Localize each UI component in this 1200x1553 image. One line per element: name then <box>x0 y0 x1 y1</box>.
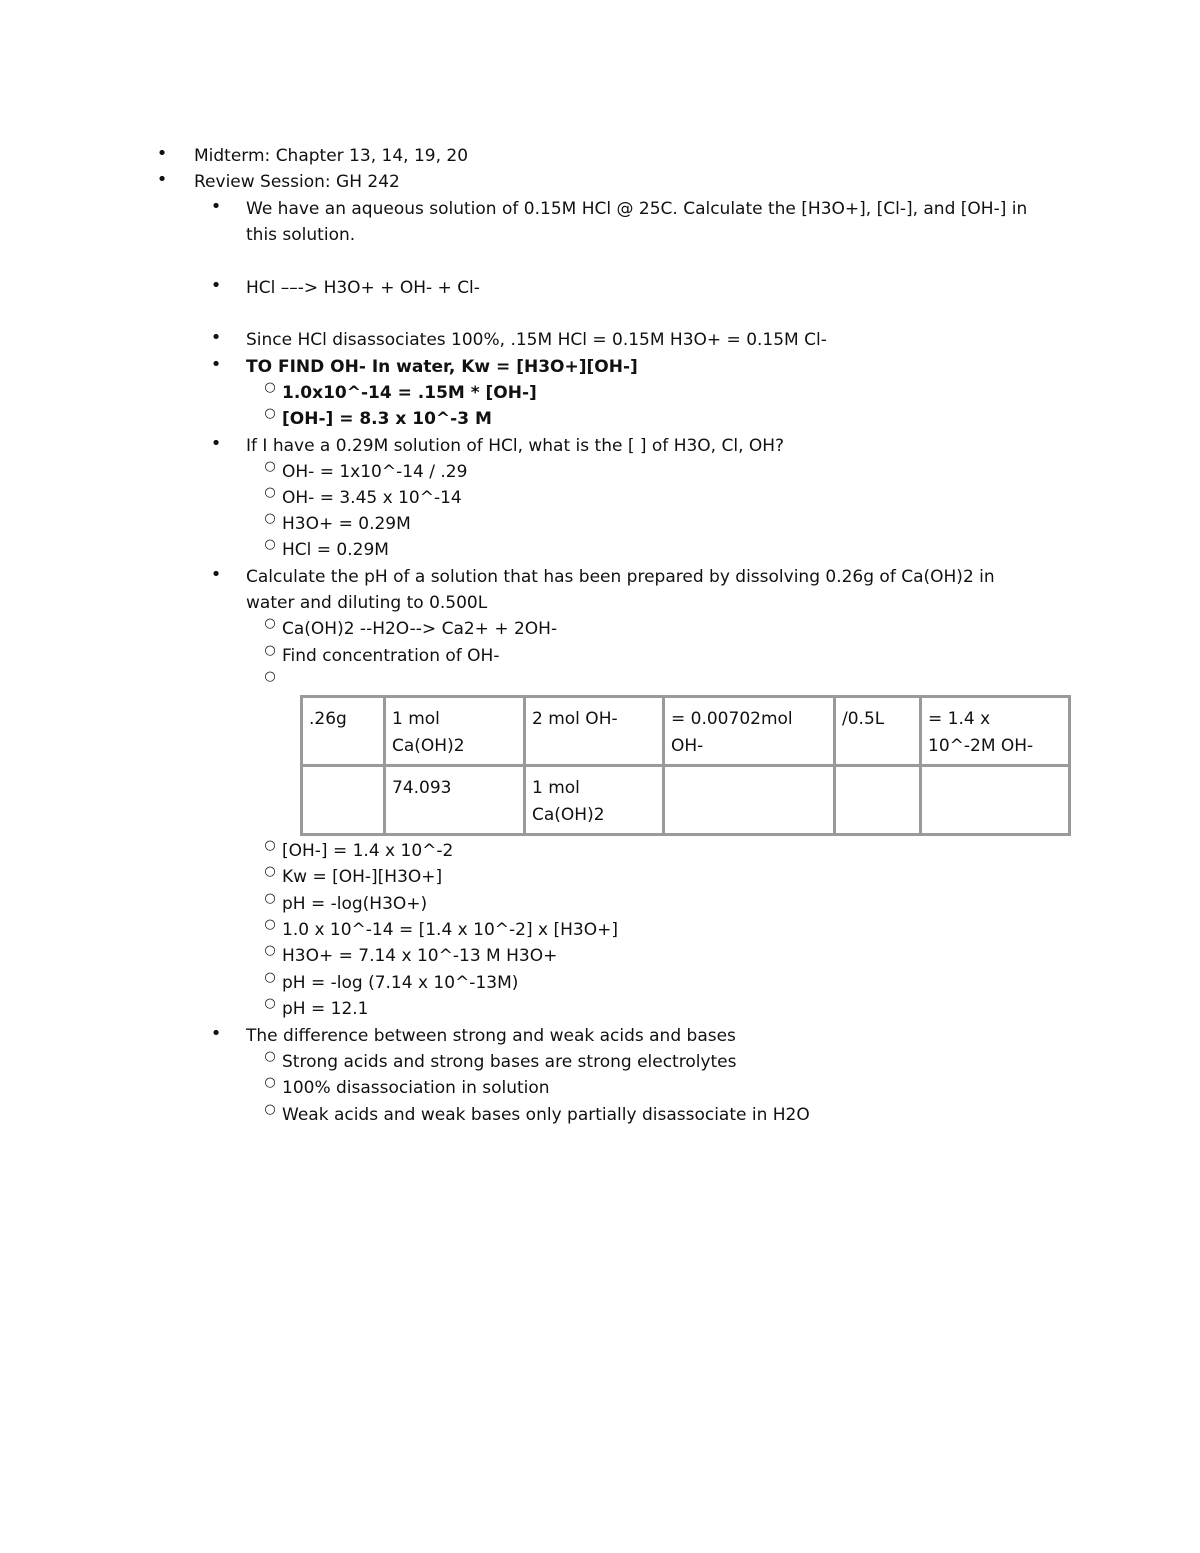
result-step-7: pH = 12.1 <box>282 999 369 1019</box>
circle-bullet-icon: ○ <box>264 406 276 421</box>
circle-bullet-icon: ○ <box>264 485 276 500</box>
table-cell: 2 mol OH- <box>525 697 664 766</box>
circle-bullet-icon: ○ <box>264 891 276 906</box>
kw-step-1: 1.0x10^-14 = .15M * [OH-] <box>282 383 537 403</box>
question-3-line-2: water and diluting to 0.500L <box>246 593 488 613</box>
table-cell: 1 mol Ca(OH)2 <box>525 766 664 835</box>
table-cell <box>921 766 1070 835</box>
q3-reaction: Ca(OH)2 --H2O--> Ca2+ + 2OH- <box>282 619 558 639</box>
since-line: Since HCl disassociates 100%, .15M HCl = 0.15M H3O+ = 0.15M Cl- <box>246 330 827 350</box>
table-cell: 1 mol Ca(OH)2 <box>385 697 525 766</box>
circle-bullet-icon: ○ <box>264 864 276 879</box>
review-session-line: Review Session: GH 242 <box>194 172 400 192</box>
question-3-line-1: Calculate the pH of a solution that has been prepared by dissolving 0.26g of Ca(OH)2 in <box>246 567 995 587</box>
bullet <box>210 327 222 348</box>
table-cell: 74.093 <box>385 766 525 835</box>
circle-bullet-icon: ○ <box>264 996 276 1011</box>
bullet <box>210 564 222 585</box>
q2-step-2: OH- = 3.45 x 10^-14 <box>282 488 462 508</box>
circle-bullet-icon: ○ <box>264 1075 276 1090</box>
result-step-6: pH = -log (7.14 x 10^-13M) <box>282 973 519 993</box>
result-step-5: H3O+ = 7.14 x 10^-13 M H3O+ <box>282 946 558 966</box>
bullet <box>210 275 222 296</box>
table-cell: = 1.4 x 10^-2M OH- <box>921 697 1070 766</box>
q2-step-1: OH- = 1x10^-14 / .29 <box>282 462 468 482</box>
circle-bullet-icon: ○ <box>264 1102 276 1117</box>
circle-bullet-icon: ○ <box>264 616 276 631</box>
result-step-2: Kw = [OH-][H3O+] <box>282 867 443 887</box>
circle-bullet-icon: ○ <box>264 970 276 985</box>
difference-point-3: Weak acids and weak bases only partially disassociate in H2O <box>282 1105 810 1125</box>
table-row <box>302 766 1070 835</box>
q2-step-3: H3O+ = 0.29M <box>282 514 411 534</box>
table-cell <box>835 766 921 835</box>
circle-bullet-icon: ○ <box>264 511 276 526</box>
circle-bullet-icon: ○ <box>264 1049 276 1064</box>
difference-point-1: Strong acids and strong bases are strong electrolytes <box>282 1052 737 1072</box>
q2-step-4: HCl = 0.29M <box>282 540 389 560</box>
midterm-line: Midterm: Chapter 13, 14, 19, 20 <box>194 146 469 166</box>
circle-bullet-icon: ○ <box>264 643 276 658</box>
circle-bullet-icon: ○ <box>264 380 276 395</box>
conversion-table <box>300 695 1071 836</box>
circle-bullet-icon: ○ <box>264 537 276 552</box>
result-step-1: [OH-] = 1.4 x 10^-2 <box>282 841 454 861</box>
difference-line: The difference between strong and weak acids and bases <box>246 1026 736 1046</box>
question-1-line-1: We have an aqueous solution of 0.15M HCl @ 25C. Calculate the [H3O+], [Cl-], and [OH-] in <box>246 199 1028 219</box>
difference-point-2: 100% disassociation in solution <box>282 1078 550 1098</box>
bullet <box>156 143 168 164</box>
dissociation-equation: HCl ––-> H3O+ + OH- + Cl- <box>246 278 480 298</box>
bullet <box>210 354 222 375</box>
table-cell: .26g <box>302 697 385 766</box>
find-oh-line: TO FIND OH- In water, Kw = [H3O+][OH-] <box>246 357 638 377</box>
table-cell <box>302 766 385 835</box>
circle-bullet-icon: ○ <box>264 669 276 684</box>
table-cell <box>664 766 835 835</box>
result-step-4: 1.0 x 10^-14 = [1.4 x 10^-2] x [H3O+] <box>282 920 618 940</box>
bullet <box>210 433 222 454</box>
circle-bullet-icon: ○ <box>264 838 276 853</box>
bullet <box>156 169 168 190</box>
question-1-line-2: this solution. <box>246 225 356 245</box>
circle-bullet-icon: ○ <box>264 943 276 958</box>
bullet <box>210 196 222 217</box>
circle-bullet-icon: ○ <box>264 917 276 932</box>
bullet <box>210 1023 222 1044</box>
table-row <box>302 697 1070 766</box>
q3-find-concentration: Find concentration of OH- <box>282 646 500 666</box>
kw-step-2: [OH-] = 8.3 x 10^-3 M <box>282 409 492 429</box>
table-cell: = 0.00702mol OH- <box>664 697 835 766</box>
circle-bullet-icon: ○ <box>264 459 276 474</box>
result-step-3: pH = -log(H3O+) <box>282 894 428 914</box>
question-2-line: If I have a 0.29M solution of HCl, what is the [ ] of H3O, Cl, OH? <box>246 436 785 456</box>
table-cell: /0.5L <box>835 697 921 766</box>
